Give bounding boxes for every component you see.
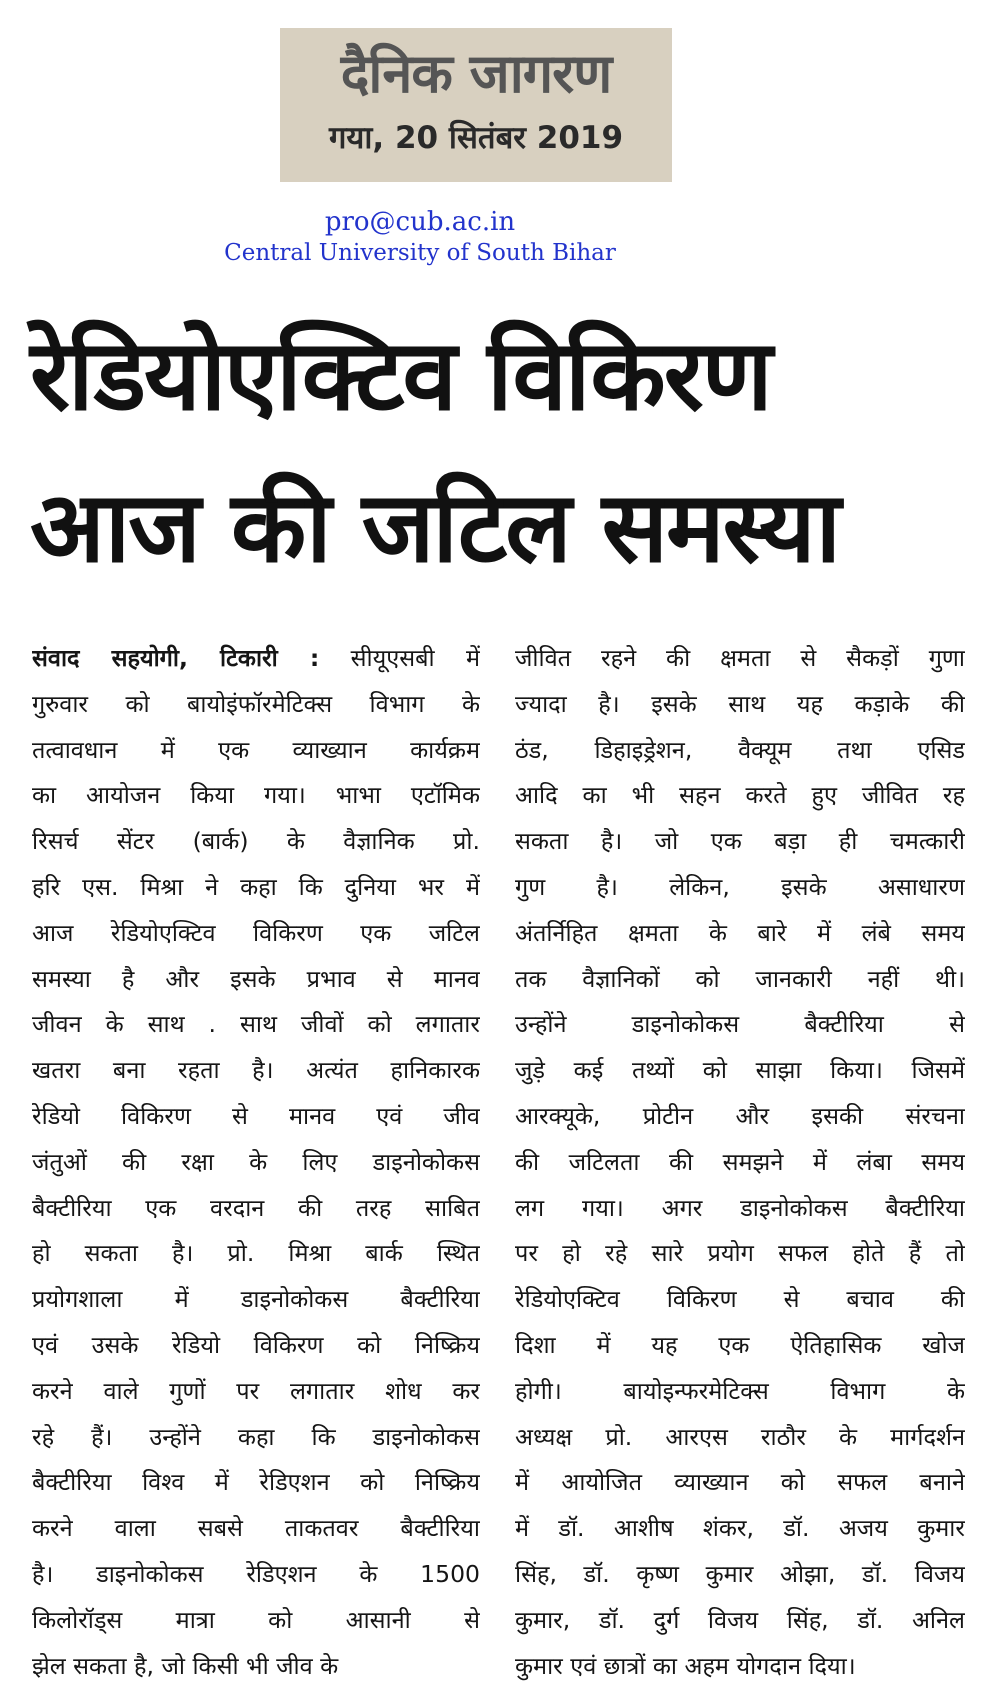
article-line: जंतुओं की रक्षा के लिए डाइनोकोकस: [32, 1147, 480, 1176]
article-line: उन्होंने डाइनोकोकस बैक्टीरिया से: [515, 1010, 965, 1039]
article-line: आरक्यूके, प्रोटीन और इसकी संरचना: [515, 1101, 965, 1130]
article-line: सिंह, डॉ. कृष्ण कुमार ओझा, डॉ. विजय: [515, 1559, 965, 1588]
contact-block: [180, 206, 660, 268]
article-line: कुमार एवं छात्रों का अहम योगदान दिया।: [515, 1651, 856, 1680]
article-line: रिसर्च सेंटर (बार्क) के वैज्ञानिक प्रो.: [32, 827, 480, 856]
article-line: में डॉ. आशीष शंकर, डॉ. अजय कुमार: [515, 1514, 965, 1543]
article-line: पर हो रहे सारे प्रयोग सफल होते हैं तो: [515, 1239, 965, 1268]
article-line: किलोरॉड्स मात्रा को आसानी से: [32, 1605, 480, 1634]
article-line: जुड़े कई तथ्यों को साझा किया। जिसमें: [515, 1056, 965, 1085]
article-line: समस्या है और इसके प्रभाव से मानव: [32, 964, 480, 993]
article-line: करने वाले गुणों पर लगातार शोध कर: [32, 1376, 480, 1405]
article-line: रेडियोएक्टिव विकिरण से बचाव की: [515, 1285, 965, 1314]
article-line: जीवित रहने की क्षमता से सैकड़ों गुणा: [515, 644, 965, 672]
article-line: तक वैज्ञानिकों को जानकारी नहीं थी।: [515, 964, 965, 993]
newspaper-name: दैनिक जागरण: [340, 42, 612, 105]
article-line: हरि एस. मिश्रा ने कहा कि दुनिया भर में: [32, 872, 480, 901]
article-line: होगी। बायोइन्फरमेटिक्स विभाग के: [515, 1376, 965, 1405]
article-line: झेल सकता है, जो किसी भी जीव के: [32, 1651, 339, 1680]
article-line: रहे हैं। उन्होंने कहा कि डाइनोकोकस: [32, 1422, 480, 1451]
article-line: सकता है। जो एक बड़ा ही चमत्कारी: [515, 827, 965, 856]
article-line: ठंड, डिहाइड्रेशन, वैक्यूम तथा एसिड: [515, 735, 965, 764]
article-line: हो सकता है। प्रो. मिश्रा बार्क स्थित: [32, 1239, 480, 1268]
article-line: ज्यादा है। इसके साथ यह कड़ाके की: [515, 689, 965, 718]
article-line-text: सीयूएसबी में: [350, 644, 480, 672]
organization-name: Central University of South Bihar: [224, 240, 616, 266]
article-line: दिशा में यह एक ऐतिहासिक खोज: [515, 1330, 965, 1359]
newspaper-masthead: [280, 28, 672, 182]
article-line: कुमार, डॉ. दुर्ग विजय सिंह, डॉ. अनिल: [515, 1605, 965, 1634]
article-headline: [30, 300, 980, 604]
article-line: एवं उसके रेडियो विकिरण को निष्क्रिय: [32, 1330, 480, 1359]
article-column-left: [32, 636, 480, 1689]
article-line: गुण है। लेकिन, इसके असाधारण: [515, 872, 965, 901]
article-line: प्रयोगशाला में डाइनोकोकस बैक्टीरिया: [32, 1285, 480, 1314]
article-line: की जटिलता की समझने में लंबा समय: [515, 1147, 965, 1176]
article-line: तत्वावधान में एक व्याख्यान कार्यक्रम: [32, 735, 480, 764]
article-line: रेडियो विकिरण से मानव एवं जीव: [32, 1101, 480, 1130]
headline-line-1: रेडियोएक्टिव विकिरण: [30, 319, 771, 433]
article-line: लग गया। अगर डाइनोकोकस बैक्टीरिया: [515, 1193, 965, 1222]
article-line: [32, 636, 480, 682]
contact-email: pro@cub.ac.in: [324, 207, 516, 237]
edition-dateline: गया, 20 सितंबर 2019: [328, 120, 624, 156]
article-line: आज रेडियोएक्टिव विकिरण एक जटिल: [32, 918, 480, 947]
article-line: खतरा बना रहता है। अत्यंत हानिकारक: [32, 1056, 480, 1085]
article-line: जीवन के साथ . साथ जीवों को लगातार: [32, 1010, 480, 1039]
article-line: है। डाइनोकोकस रेडिएशन के 1500: [32, 1559, 480, 1588]
article-line: आदि का भी सहन करते हुए जीवित रह: [515, 781, 965, 810]
article-line: में आयोजित व्याख्यान को सफल बनाने: [515, 1468, 965, 1497]
article-line: बैक्टीरिया विश्व में रेडिएशन को निष्क्रिय: [32, 1468, 480, 1497]
article-line: गुरुवार को बायोइंफॉरमेटिक्स विभाग के: [32, 689, 480, 718]
article-byline: संवाद सहयोगी, टिकारी :: [32, 644, 320, 672]
headline-line-2: आज की जटिल समस्या: [30, 471, 840, 585]
article-line: बैक्टीरिया एक वरदान की तरह साबित: [32, 1193, 480, 1222]
article-line: अध्यक्ष प्रो. आरएस राठौर के मार्गदर्शन: [515, 1422, 965, 1451]
article-line: का आयोजन किया गया। भाभा एटॉमिक: [32, 781, 480, 810]
article-line: करने वाला सबसे ताकतवर बैक्टीरिया: [32, 1514, 480, 1543]
article-line: अंतर्निहित क्षमता के बारे में लंबे समय: [515, 918, 965, 947]
article-column-right: [515, 636, 965, 1689]
